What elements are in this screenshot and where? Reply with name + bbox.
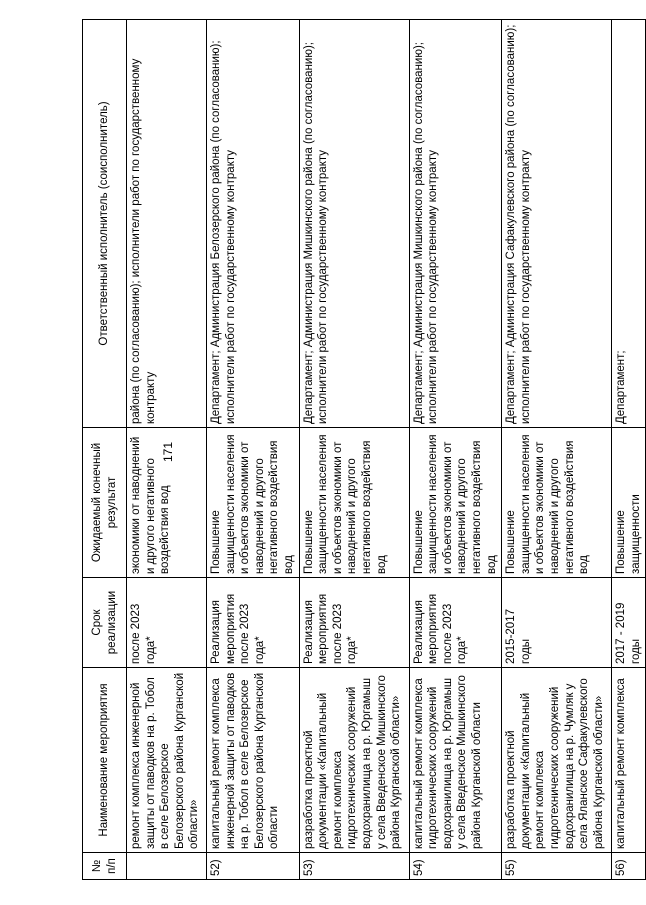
rotated-page-content: [82, 20, 642, 880]
table-row: [612, 20, 646, 880]
row-result: Повышение защищенности: [612, 428, 646, 578]
header-num: № п/п: [83, 853, 127, 880]
row-name: капитальный ремонт комплекса: [612, 668, 646, 853]
row-term: Реализация мероприятия после 2023 года*: [207, 578, 300, 668]
row-term: Реализация мероприятия после 2023 года*: [409, 578, 502, 668]
row-executor: Департамент; Администрация Сафакулевского района (по согласованию); исполнители работ по государственному контракту: [502, 20, 612, 428]
row-name: разработка проектной документации «Капитальный ремонт комплекса гидротехнических сооружений водохранилища на р. Юргамыш у села Введенское Мишкинского района Курганской области»: [299, 668, 409, 853]
table-row: [409, 20, 502, 880]
row-num: 52): [207, 853, 300, 880]
row-result: Повышение защищенности населения и объектов экономики от наводнений и другого негативного воздействия вод: [207, 428, 300, 578]
row-term: после 2023 года*: [127, 578, 207, 668]
page-number: 171: [161, 441, 175, 463]
row-name: разработка проектной документации «Капитальный ремонт комплекса гидротехнических сооружений водохранилища на р. Чумляк у села Яланское Сафакулевского района Курганской области»: [502, 668, 612, 853]
row-num: 55): [502, 853, 612, 880]
row-num: [127, 853, 207, 880]
row-result: Повышение защищенности населения и объектов экономики от наводнений и другого негативного воздействия вод: [502, 428, 612, 578]
row-executor: Департамент; Администрация Мишкинского района (по согласованию); исполнители работ по государственному контракту: [299, 20, 409, 428]
row-term: Реализация мероприятия после 2023 года*: [299, 578, 409, 668]
table-row: [502, 20, 612, 880]
row-name: ремонт комплекса инженерной защиты от паводков на р. Тобол в селе Белозерское Белозерского района Курганской области»: [127, 668, 207, 853]
table-row: [299, 20, 409, 880]
row-result: Повышение защищенности населения и объектов экономики от наводнений и другого негативного воздействия вод: [299, 428, 409, 578]
header-executor: Ответственный исполнитель (соисполнитель): [83, 20, 127, 428]
row-result: экономики от наводнений и другого негативного воздействия вод: [127, 428, 207, 578]
table-row: [127, 20, 207, 880]
header-term: Срок реализации: [83, 578, 127, 668]
row-executor: Департамент; Администрация Мишкинского района (по согласованию); исполнители работ по государственному контракту: [409, 20, 502, 428]
header-result: Ожидаемый конечный результат: [83, 428, 127, 578]
row-executor: района (по согласованию); исполнители работ по государственному контракту: [127, 20, 207, 428]
row-term: 2015-2017 годы: [502, 578, 612, 668]
row-num: 54): [409, 853, 502, 880]
row-result: Повышение защищенности населения и объектов экономики от наводнений и другого негативного воздействия вод: [409, 428, 502, 578]
row-name: капитальный ремонт комплекса инженерной защиты от паводков на р. Тобол в селе Белозерское Белозерского района Курганской области: [207, 668, 300, 853]
table-header-row: [83, 20, 127, 880]
row-term: 2017 - 2019 годы: [612, 578, 646, 668]
row-num: 53): [299, 853, 409, 880]
row-executor: Департамент;: [612, 20, 646, 428]
row-name: капитальный ремонт комплекса гидротехнических сооружений водохранилища на р. Юргамыш у села Введенское Мишкинского района Курганской области: [409, 668, 502, 853]
table-row: [207, 20, 300, 880]
row-executor: Департамент; Администрация Белозерского района (по согласованию); исполнители работ по государственному контракту: [207, 20, 300, 428]
row-num: 56): [612, 853, 646, 880]
header-name: Наименование мероприятия: [83, 668, 127, 853]
measures-table: [82, 19, 646, 880]
